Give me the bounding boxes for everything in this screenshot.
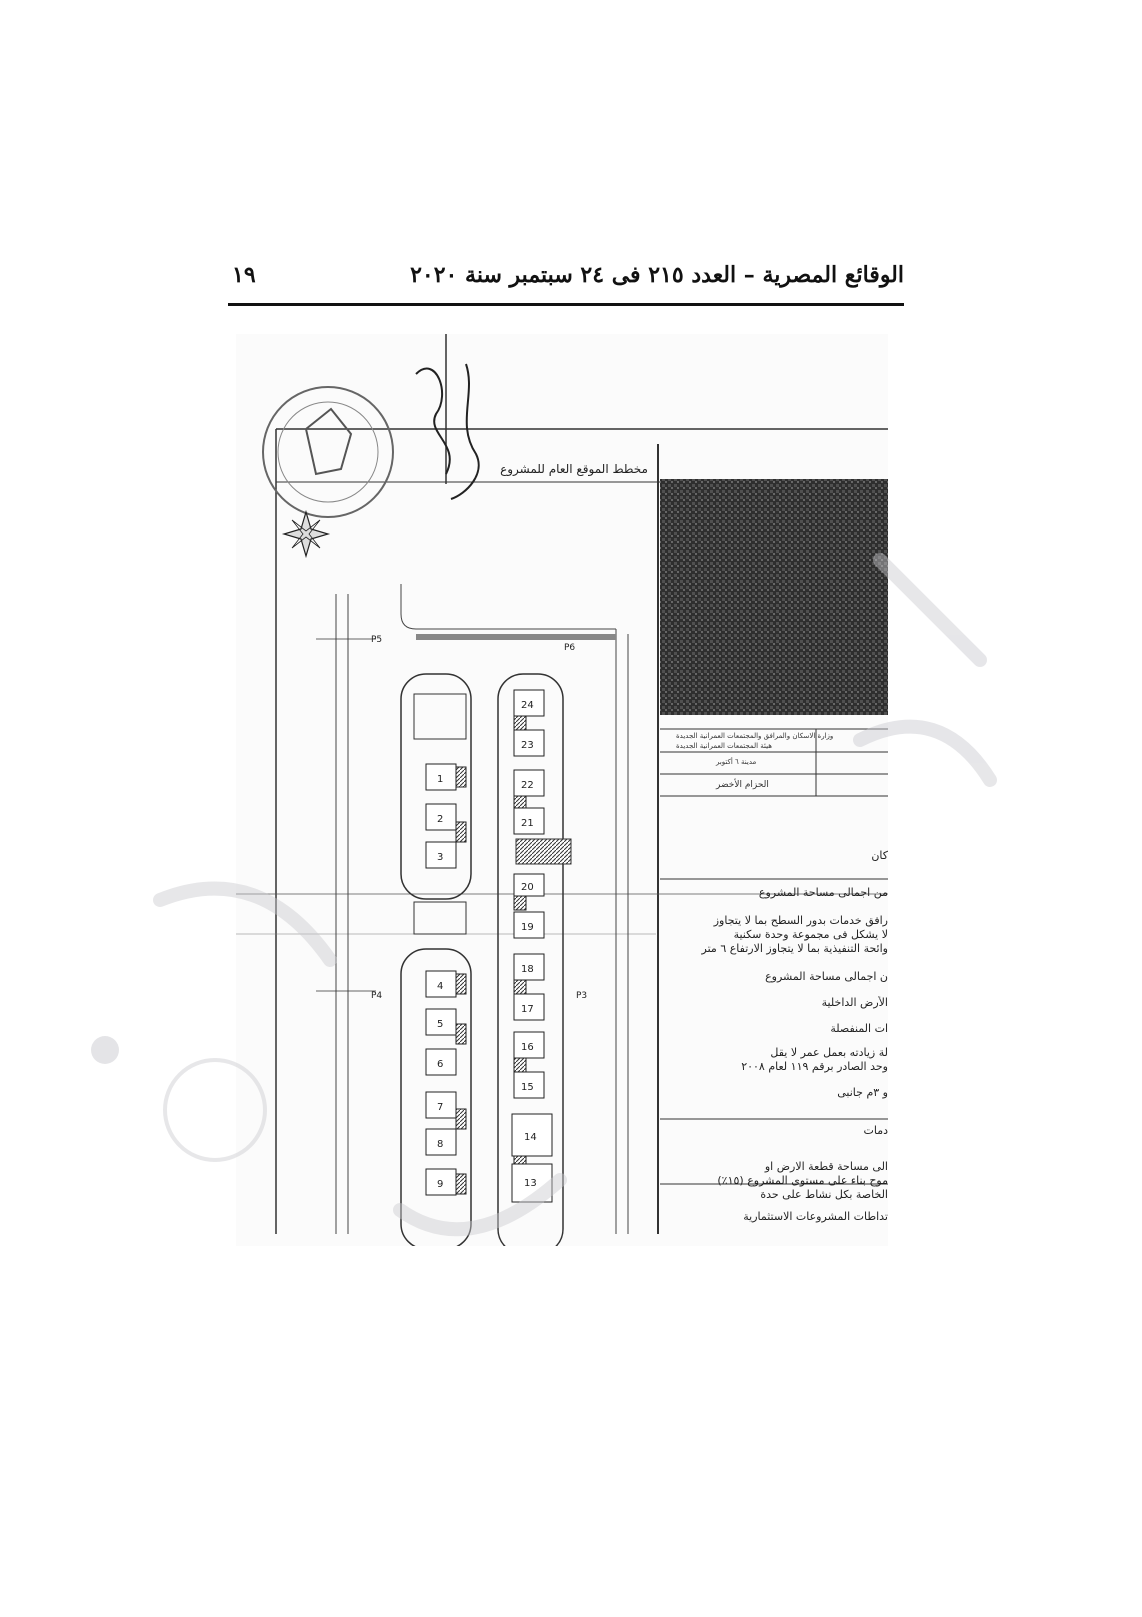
title-block-district: الحزام الأخضر: [716, 780, 769, 790]
header-rule: [228, 303, 904, 306]
note-line: الخاصة بكل نشاط على حدة: [760, 1188, 888, 1201]
building-1-label: 1: [437, 774, 444, 785]
point-p6-label: P6: [564, 643, 576, 653]
building-23-label: 23: [521, 740, 534, 751]
page-header: [228, 262, 904, 302]
point-p4-label: P4: [371, 991, 383, 1001]
building-13-label: 13: [524, 1178, 537, 1189]
building-19-label: 19: [521, 922, 534, 933]
title-block-city: مدينة ٦ أكتوبر: [716, 758, 757, 766]
official-seal: [263, 387, 393, 517]
building-17-label: 17: [521, 1004, 534, 1015]
building-18-label: 18: [521, 964, 534, 975]
note-line: من اجمالى مساحة المشروع: [758, 886, 888, 899]
building-15-label: 15: [521, 1082, 534, 1093]
building-5-label: 5: [437, 1019, 444, 1030]
building-4-label: 4: [437, 981, 444, 992]
note-line: وائحة التنفيذية بما لا يتجاوز الارتفاع ٦ متر: [701, 942, 888, 955]
north-arrow: [284, 512, 328, 556]
building-3-label: 3: [437, 852, 444, 863]
gazette-title: الوقائع المصرية – العدد ٢١٥ فى ٢٤ سبتمبر سنة ٢٠٢٠: [410, 262, 904, 288]
point-p5-label: P5: [371, 635, 383, 645]
point-p3-label: P3: [576, 991, 588, 1001]
note-line: لا يشكل فى مجموعة وحدة سكنية: [733, 928, 888, 941]
building-22-label: 22: [521, 780, 534, 791]
building-16-label: 16: [521, 1042, 534, 1053]
note-line: موح بناء على مستوى المشروع (١٥٪): [717, 1174, 888, 1187]
building-8-label: 8: [437, 1139, 444, 1150]
note-line: لة زيادته بعمل عمر لا يقل: [770, 1046, 888, 1059]
plan-title: مخطط الموقع العام للمشروع: [500, 462, 648, 476]
note-line: ات المنفصلة: [830, 1022, 888, 1035]
note-line: تداطات المشروعات الاستثمارية: [743, 1210, 888, 1223]
page-number: ١٩: [232, 262, 256, 288]
title-block-ministry: وزارة الاسكان والمرافق والمجتمعات العمرانية الجديدة: [676, 732, 834, 740]
note-line: كان: [871, 849, 888, 862]
scanned-site-plan: [236, 334, 888, 1246]
note-line: وحد الصادر برقم ١١٩ لعام ٢٠٠٨: [741, 1060, 888, 1073]
note-line: ن اجمالى مساحة المشروع: [765, 970, 888, 983]
signature: [416, 364, 479, 499]
building-7-label: 7: [437, 1102, 444, 1113]
note-line: الأرض الداخلية: [821, 996, 888, 1009]
note-line: و ٣م جانبى: [837, 1086, 888, 1099]
title-block-authority: هيئة المجتمعات العمرانية الجديدة: [676, 742, 772, 750]
building-14-label: 14: [524, 1132, 537, 1143]
note-line: دمات: [863, 1124, 888, 1137]
building-6-label: 6: [437, 1059, 444, 1070]
building-9-label: 9: [437, 1179, 444, 1190]
building-2-label: 2: [437, 814, 444, 825]
building-20-label: 20: [521, 882, 534, 893]
note-line: رافق خدمات بدور السطح بما لا يتجاوز: [713, 914, 888, 927]
note-line: الى مساحة قطعة الارض او: [764, 1160, 888, 1173]
building-24-label: 24: [521, 700, 534, 711]
building-21-label: 21: [521, 818, 534, 829]
